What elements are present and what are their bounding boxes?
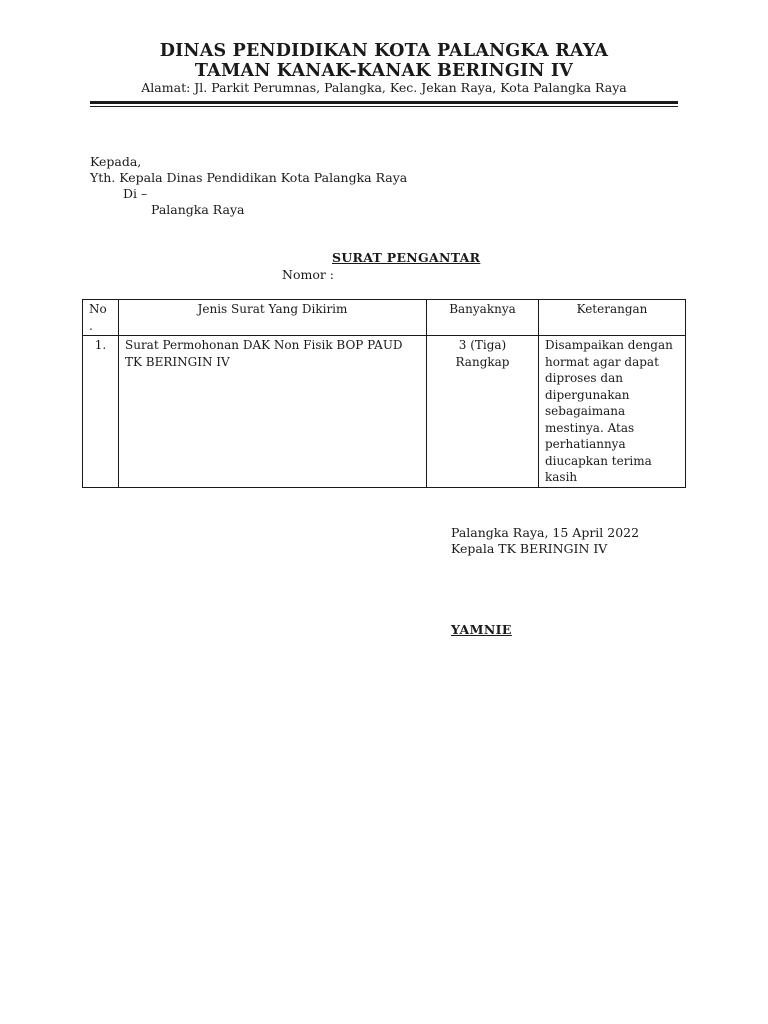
recipient-city: Palangka Raya [151, 202, 245, 217]
signature-position: Kepala TK BERINGIN IV [451, 541, 608, 556]
letterhead-rule-thick [90, 101, 678, 104]
recipient-greeting: Kepada, [90, 154, 142, 169]
letterhead-school: TAMAN KANAK-KANAK BERINGIN IV [194, 61, 574, 81]
document-table [82, 299, 686, 488]
header-remarks: Keterangan [539, 300, 686, 336]
header-quantity: Banyaknya [427, 300, 539, 336]
header-no: No . [83, 300, 119, 336]
table-row [83, 336, 686, 488]
recipient-addressee: Yth. Kepala Dinas Pendidikan Kota Palangka Raya [90, 170, 408, 185]
signature-name: YAMNIE [451, 622, 512, 637]
letterhead-rule-thin [90, 106, 678, 107]
letter-title: SURAT PENGANTAR [332, 250, 481, 265]
letterhead-agency: DINAS PENDIDIKAN KOTA PALANGKA RAYA [159, 41, 609, 61]
cell-no: 1. [83, 336, 119, 488]
letterhead-address: Alamat: Jl. Parkit Perumnas, Palangka, Kec. Jekan Raya, Kota Palangka Raya [141, 80, 627, 95]
cell-remarks: Disampaikan dengan hormat agar dapat diproses dan dipergunakan sebagaimana mestinya. Atas perhatiannya diucapkan terima kasih [539, 336, 686, 488]
cell-type: Surat Permohonan DAK Non Fisik BOP PAUD TK BERINGIN IV [119, 336, 427, 488]
cell-quantity: 3 (Tiga) Rangkap [427, 336, 539, 488]
signature-place-date: Palangka Raya, 15 April 2022 [451, 525, 640, 540]
letter-number-label: Nomor : [282, 267, 335, 282]
recipient-at: Di – [123, 186, 148, 201]
header-type: Jenis Surat Yang Dikirim [119, 300, 427, 336]
table-header-row [83, 300, 686, 336]
